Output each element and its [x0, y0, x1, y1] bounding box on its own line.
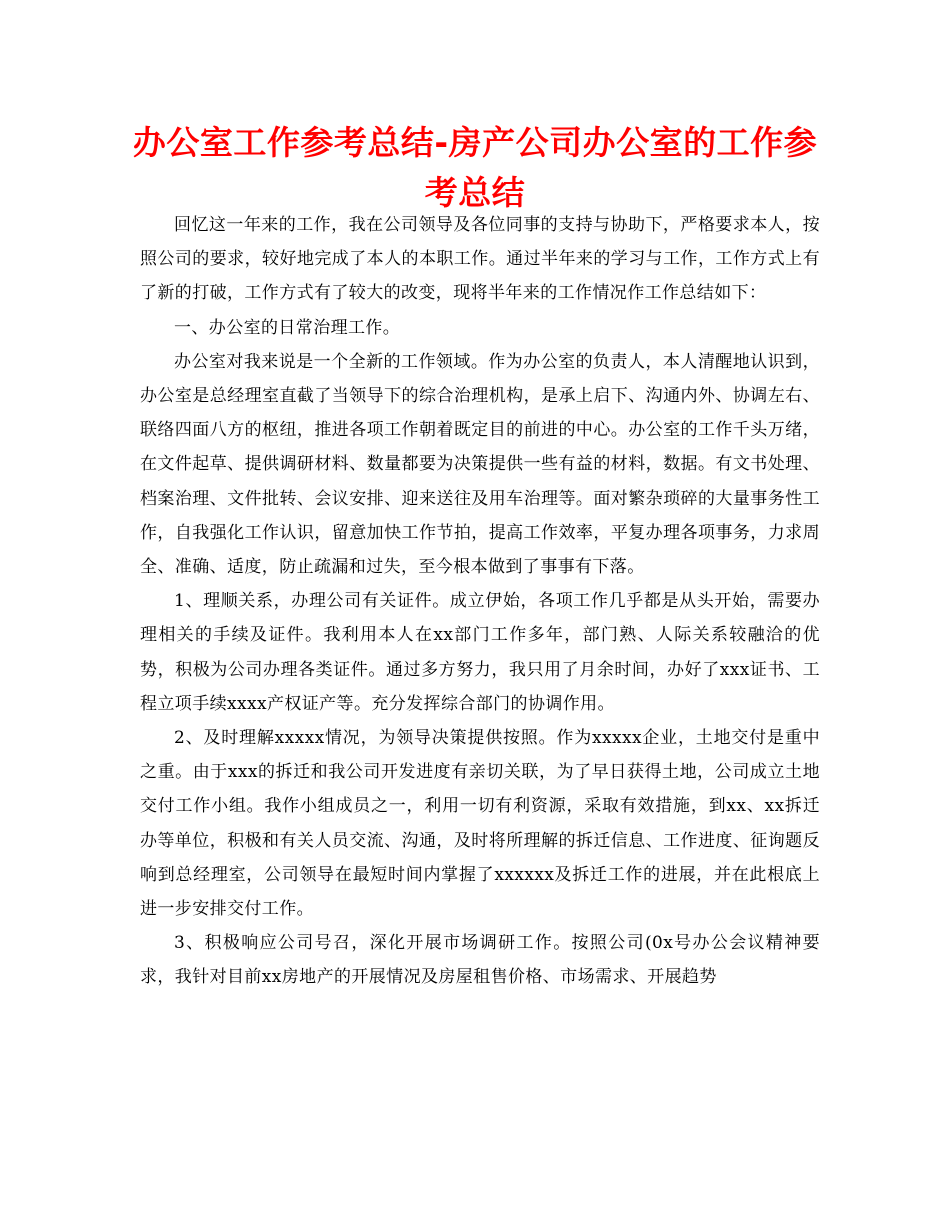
paragraph-section-heading: 一、办公室的日常治理工作。	[174, 317, 401, 338]
paragraph-office-overview: 办公室对我来说是一个全新的工作领域。作为办公室的负责人，本人清醒地认识到，办公室是总经理室直截了当领导下的综合治理机构，是承上启下、沟通内外、协调左右、联络四面八方的枢纽，推进各项工作朝着既定目的前进的中心。办公室的工作千头万绪，在文件起草、提供调研材料、数量都要为决策提供一些有益的材料，数据。有文书处理、档案治理、文件批转、会议安排、迎来送往及用车治理等。面对繁杂琐碎的大量事务性工作，自我强化工作认识，留意加快工作节拍，提高工作效率，平复办理各项事务，力求周全、准确、适度，防止疏漏和过失，至今根本做到了事事有下落。	[140, 351, 820, 578]
paragraph-item-2: 2、及时理解xxxxx情况，为领导决策提供按照。作为xxxxx企业，土地交付是重中之重。由于xxx的拆迁和我公司开发进度有亲切关联，为了早日获得土地，公司成立土地交付工作小组。我作小组成员之一，利用一切有利资源，采取有效措施，到xx、xx拆迁办等单位，积极和有关人员交流、沟通，及时将所理解的拆迁信息、工作进度、征询题反响到总经理室，公司领导在最短时间内掌握了xxxxxx及拆迁工作的进展，并在此根底上进一步安排交付工作。	[140, 728, 820, 920]
document-title: 办公室工作参考总结-房产公司办公室的工作参考总结	[132, 123, 818, 212]
document-body	[140, 208, 820, 995]
paragraph-item-3: 3、积极响应公司号召，深化开展市场调研工作。按照公司(0x号办公会议精神要求，我针对目前xx房地产的开展情况及房屋租售价格、市场需求、开展趋势	[140, 933, 820, 988]
paragraph-item-1: 1、理顺关系，办理公司有关证件。成立伊始，各项工作几乎都是从头开始，需要办理相关的手续及证件。我利用本人在xx部门工作多年，部门熟、人际关系较融洽的优势，积极为公司办理各类证件。通过多方努力，我只用了月余时间，办好了xxx证书、工程立项手续xxxx产权证产等。充分发挥综合部门的协调作用。	[140, 591, 820, 714]
paragraph-intro: 回忆这一年来的工作，我在公司领导及各位同事的支持与协助下，严格要求本人，按照公司的要求，较好地完成了本人的本职工作。通过半年来的学习与工作，工作方式上有了新的打破，工作方式有了较大的改变，现将半年来的工作情况作工作总结如下：	[140, 215, 820, 304]
